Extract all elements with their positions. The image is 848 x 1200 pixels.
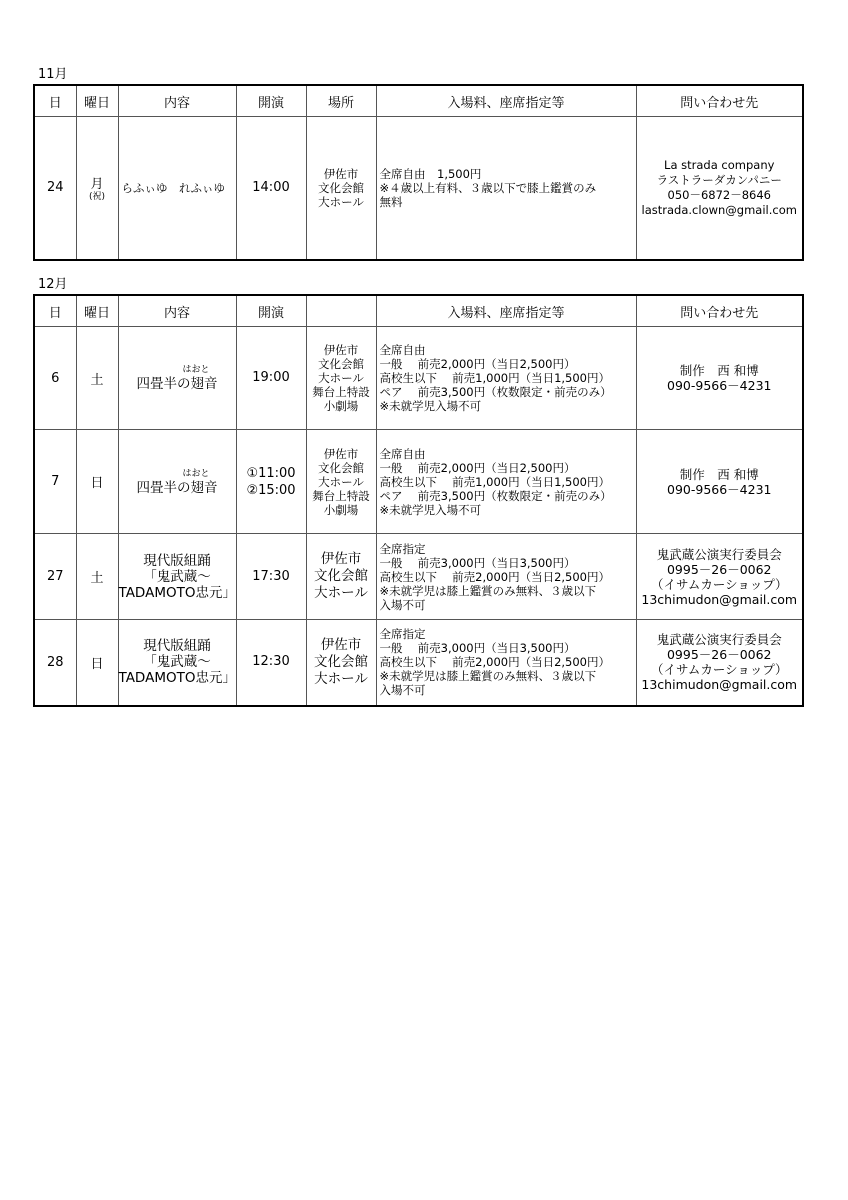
header-venue: 場所 [306, 85, 376, 117]
venue-line: 小劇場 [323, 502, 359, 517]
contact-line: ラストラーダカンパニー [656, 172, 782, 187]
venue-line: 大ホール [314, 585, 368, 601]
time-line: 19:00 [252, 370, 290, 385]
venue-line: 伊佐市 [323, 343, 359, 357]
venue-line: 文化会館 [314, 568, 368, 584]
venue-line: 小劇場 [323, 399, 359, 413]
fee-line: 全席指定 [379, 627, 426, 642]
venue-line: 伊佐市 [323, 166, 359, 181]
event-time [236, 430, 306, 534]
fee-line: ペア 前売3,500円（枚数限定・前売のみ） [379, 488, 612, 503]
venue-line: 舞台上特設 [312, 385, 370, 399]
contact-line: （イサムカーショップ） [650, 576, 788, 592]
table-row [34, 430, 803, 534]
event-day: 6 [34, 327, 76, 430]
time-line: 17:30 [252, 568, 290, 584]
title-line: 「鬼武蔵～ [143, 654, 211, 671]
contact-email: lastrada.clown@gmail.com [641, 202, 797, 217]
event-venue [306, 534, 376, 620]
table-row [34, 117, 803, 260]
contact-line: 090-9566－4231 [667, 481, 772, 497]
event-title [118, 327, 236, 430]
contact-line: 050－6872－8646 [667, 187, 771, 202]
holiday-mark: (祝) [88, 191, 106, 202]
fee-line: 高校生以下 前売2,000円（当日2,500円） [379, 569, 610, 584]
november-schedule-table [33, 84, 804, 261]
fee-line: 一般 前売2,000円（当日2,500円） [379, 357, 576, 371]
fee-line: 高校生以下 前売2,000円（当日2,500円） [379, 655, 610, 670]
title-line: 現代版組踊 [143, 552, 211, 569]
fee-line: 一般 前売3,000円（当日3,500円） [379, 641, 576, 656]
venue-line: 大ホール [318, 371, 364, 385]
table-row [34, 327, 803, 430]
fee-line: 一般 前売3,000円（当日3,500円） [379, 555, 576, 570]
header-fee: 入場料、座席指定等 [376, 85, 636, 117]
fee-line: ※未就学児は膝上鑑賞のみ無料、３歳以下 [379, 583, 597, 598]
fee-line: 全席自由 [379, 343, 426, 357]
title-with-ruby [137, 468, 218, 496]
event-contact [636, 430, 803, 534]
venue-line: 文化会館 [318, 460, 364, 475]
event-fee [376, 430, 636, 534]
event-venue [306, 620, 376, 706]
event-title [118, 620, 236, 706]
event-title [118, 534, 236, 620]
month-label-november: 11月 [38, 67, 68, 82]
time-line: ②15:00 [246, 482, 296, 498]
event-venue [306, 430, 376, 534]
venue-line: 文化会館 [318, 357, 364, 371]
venue-line: 舞台上特設 [312, 488, 370, 503]
fee-line: 入場不可 [379, 683, 426, 698]
venue-line: 伊佐市 [320, 551, 362, 567]
header-start-time: 開演 [236, 85, 306, 117]
event-day: 24 [34, 117, 76, 260]
event-contact [636, 117, 803, 260]
event-day: 27 [34, 534, 76, 620]
fee-line: 無料 [379, 194, 403, 209]
event-weekday: 日 [76, 620, 118, 706]
event-weekday: 土 [76, 534, 118, 620]
fee-line: ※未就学児入場不可 [379, 502, 482, 517]
event-fee [376, 117, 636, 260]
fee-line: 全席自由 [379, 446, 426, 461]
title-with-ruby [137, 364, 218, 392]
venue-line: 伊佐市 [323, 446, 359, 461]
event-time: 14:00 [236, 117, 306, 260]
header-fee: 入場料、座席指定等 [376, 295, 636, 327]
event-time [236, 534, 306, 620]
title-line: TADAMOTO忠元」 [118, 584, 236, 601]
header-venue [306, 295, 376, 327]
time-line: 12:30 [252, 654, 290, 670]
venue-line: 伊佐市 [320, 636, 362, 653]
fee-line: 高校生以下 前売1,000円（当日1,500円） [379, 371, 610, 385]
title-line: TADAMOTO忠元」 [118, 670, 236, 687]
header-contact: 問い合わせ先 [636, 295, 803, 327]
event-weekday [76, 117, 118, 260]
month-label-december: 12月 [38, 277, 68, 292]
title-line: 「鬼武蔵～ [143, 568, 211, 585]
contact-line: 0995－26－0062 [666, 561, 772, 577]
event-venue [306, 327, 376, 430]
contact-line: 制作 西 和博 [679, 363, 759, 378]
table-row [34, 534, 803, 620]
venue-line: 文化会館 [314, 653, 368, 670]
fee-line: 一般 前売2,000円（当日2,500円） [379, 460, 576, 475]
header-weekday: 曜日 [76, 295, 118, 327]
fee-line: ペア 前売3,500円（枚数限定・前売のみ） [379, 385, 612, 399]
event-day: 28 [34, 620, 76, 706]
event-fee [376, 534, 636, 620]
fee-line: 全席自由 1,500円 [379, 166, 482, 181]
venue-line: 大ホール [318, 194, 364, 209]
fee-line: ※４歳以上有料、３歳以下で膝上鑑賞のみ [379, 180, 597, 195]
time-line: ①11:00 [246, 465, 296, 481]
table-row [34, 620, 803, 706]
december-schedule-table [33, 294, 804, 707]
contact-line: 090-9566－4231 [667, 378, 772, 393]
event-fee [376, 620, 636, 706]
fee-line: 入場不可 [379, 597, 426, 612]
venue-line: 大ホール [314, 670, 368, 687]
event-title: らふぃゆ れふぃゆ [118, 117, 236, 260]
title-ruby: はおと [182, 468, 210, 479]
event-contact [636, 534, 803, 620]
weekday-text: 月 [90, 176, 104, 192]
contact-line: 制作 西 和博 [679, 466, 759, 482]
fee-line: 全席指定 [379, 541, 426, 556]
event-contact [636, 620, 803, 706]
table-header-row [34, 85, 803, 117]
header-content: 内容 [118, 295, 236, 327]
table-header-row [34, 295, 803, 327]
header-day: 日 [34, 85, 76, 117]
event-contact [636, 327, 803, 430]
title-text: 四畳半の翅音 [136, 376, 218, 392]
fee-line: ※未就学児入場不可 [379, 399, 482, 413]
contact-line: La strada company [664, 157, 775, 172]
event-day: 7 [34, 430, 76, 534]
contact-line: 鬼武蔵公演実行委員会 [656, 632, 782, 648]
event-time [236, 620, 306, 706]
event-time [236, 327, 306, 430]
event-title [118, 430, 236, 534]
event-fee [376, 327, 636, 430]
event-weekday: 土 [76, 327, 118, 430]
title-ruby: はおと [182, 365, 210, 375]
venue-line: 大ホール [318, 474, 364, 489]
header-day: 日 [34, 295, 76, 327]
contact-line: 鬼武蔵公演実行委員会 [656, 546, 782, 562]
contact-line: 0995－26－0062 [666, 647, 772, 663]
event-weekday: 日 [76, 430, 118, 534]
venue-line: 文化会館 [318, 180, 364, 195]
fee-line: 高校生以下 前売1,000円（当日1,500円） [379, 474, 610, 489]
header-weekday: 曜日 [76, 85, 118, 117]
contact-email: 13chimudon@gmail.com [641, 591, 798, 607]
fee-line: ※未就学児は膝上鑑賞のみ無料、３歳以下 [379, 669, 597, 684]
header-contact: 問い合わせ先 [636, 85, 803, 117]
contact-email: 13chimudon@gmail.com [641, 677, 798, 693]
title-line: 現代版組踊 [143, 638, 211, 655]
header-content: 内容 [118, 85, 236, 117]
title-text: 四畳半の翅音 [136, 479, 218, 496]
contact-line: （イサムカーショップ） [650, 662, 788, 678]
header-start-time: 開演 [236, 295, 306, 327]
event-venue [306, 117, 376, 260]
